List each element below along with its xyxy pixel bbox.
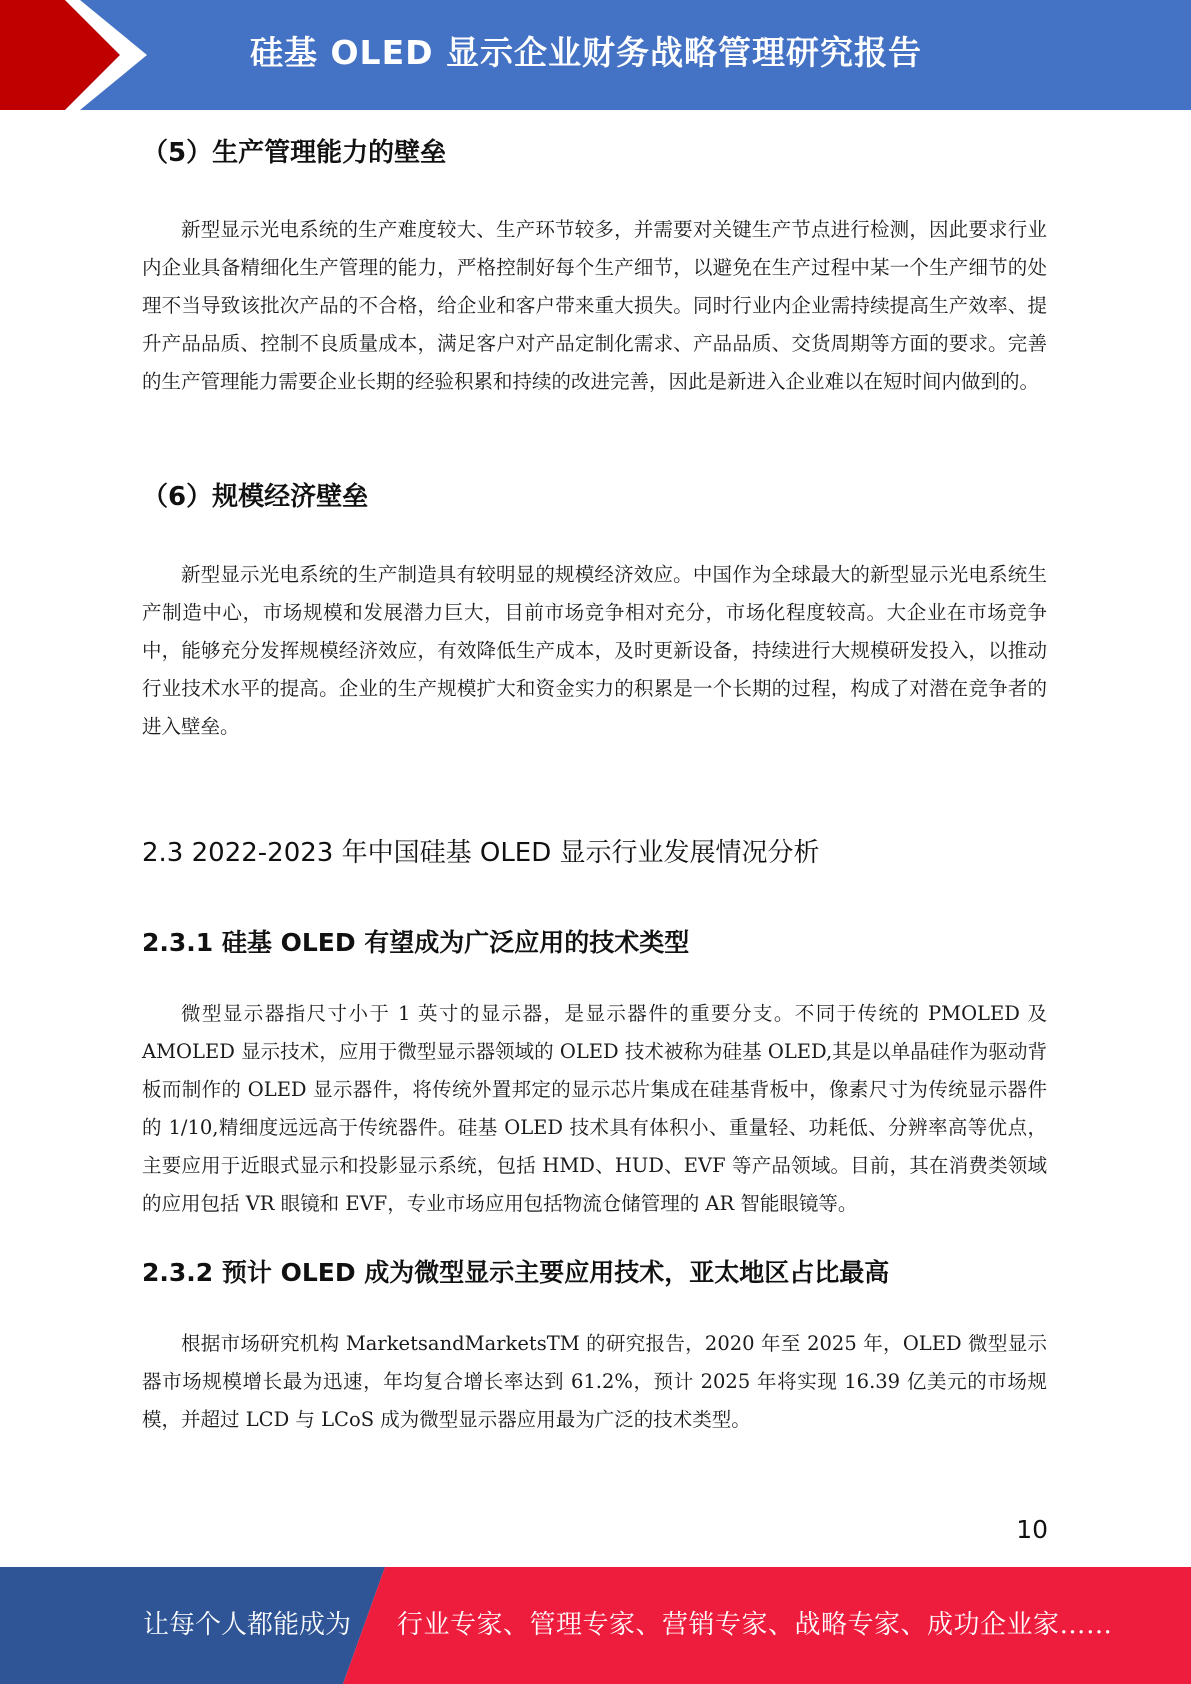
- header-chevron-logo: [0, 0, 160, 110]
- section-2-3-1-heading: 2.3.1 硅基 OLED 有望成为广泛应用的技术类型: [142, 928, 690, 957]
- section-6-heading: （6）规模经济壁垒: [142, 482, 369, 512]
- page-number: 10: [1016, 1515, 1048, 1544]
- header-banner: [0, 0, 1191, 110]
- section-6-paragraph: 新型显示光电系统的生产制造具有较明显的规模经济效应。中国作为全球最大的新型显示光电系统生产制造中心，市场规模和发展潜力巨大，目前市场竞争相对充分，市场化程度较高。大企业在市场竞争中，能够充分发挥规模经济效应，有效降低生产成本，及时更新设备，持续进行大规模研发投入，以推动行业技术水平的提高。企业的生产规模扩大和资金实力的积累是一个长期的过程，构成了对潜在竞争者的进入壁垒。: [142, 563, 1047, 738]
- footer-slogan-left: 让每个人都能成为: [143, 1610, 352, 1640]
- footer-banner: [0, 1567, 1191, 1684]
- section-5-heading: （5）生产管理能力的壁垒: [142, 138, 447, 168]
- section-2-3-1-paragraph: 微型显示器指尺寸小于 1 英寸的显示器，是显示器件的重要分支。不同于传统的 PMOLED 及 AMOLED 显示技术，应用于微型显示器领域的 OLED 技术被称为硅基 OLED,其是以单晶硅作为驱动背板而制作的 OLED 显示器件，将传统外置邦定的显示芯片集成在硅基背板中，像素尺寸为传统显示器件的 1/10,精细度远远高于传统器件。硅基 OLED 技术具有体积小、重量轻、功耗低、分辨率高等优点，主要应用于近眼式显示和投影显示系统，包括 HMD、HUD、EVF 等产品领域。目前，其在消费类领域的应用包括 VR 眼镜和 EVF，专业市场应用包括物流仓储管理的 AR 智能眼镜等。: [142, 1002, 1047, 1215]
- section-5-paragraph: 新型显示光电系统的生产难度较大、生产环节较多，并需要对关键生产节点进行检测，因此要求行业内企业具备精细化生产管理的能力，严格控制好每个生产细节，以避免在生产过程中某一个生产细节的处理不当导致该批次产品的不合格，给企业和客户带来重大损失。同时行业内企业需持续提高生产效率、提升产品品质、控制不良质量成本，满足客户对产品定制化需求、产品品质、交货周期等方面的要求。完善的生产管理能力需要企业长期的经验积累和持续的改进完善，因此是新进入企业难以在短时间内做到的。: [142, 218, 1047, 393]
- section-2-3-2-paragraph: 根据市场研究机构 MarketsandMarketsTM 的研究报告，2020 年至 2025 年，OLED 微型显示器市场规模增长最为迅速，年均复合增长率达到 61.2%，预计 2025 年将实现 16.39 亿美元的市场规模，并超过 LCD 与 LCoS 成为微型显示器应用最为广泛的技术类型。: [142, 1332, 1047, 1431]
- section-2-3-heading: 2.3 2022-2023 年中国硅基 OLED 显示行业发展情况分析: [142, 838, 820, 868]
- section-2-3-2-heading: 2.3.2 预计 OLED 成为微型显示主要应用技术，亚太地区占比最高: [142, 1258, 890, 1287]
- footer-slogan-right: 行业专家、管理专家、营销专家、战略专家、成功企业家……: [397, 1610, 1113, 1640]
- report-title: 硅基 OLED 显示企业财务战略管理研究报告: [250, 33, 922, 72]
